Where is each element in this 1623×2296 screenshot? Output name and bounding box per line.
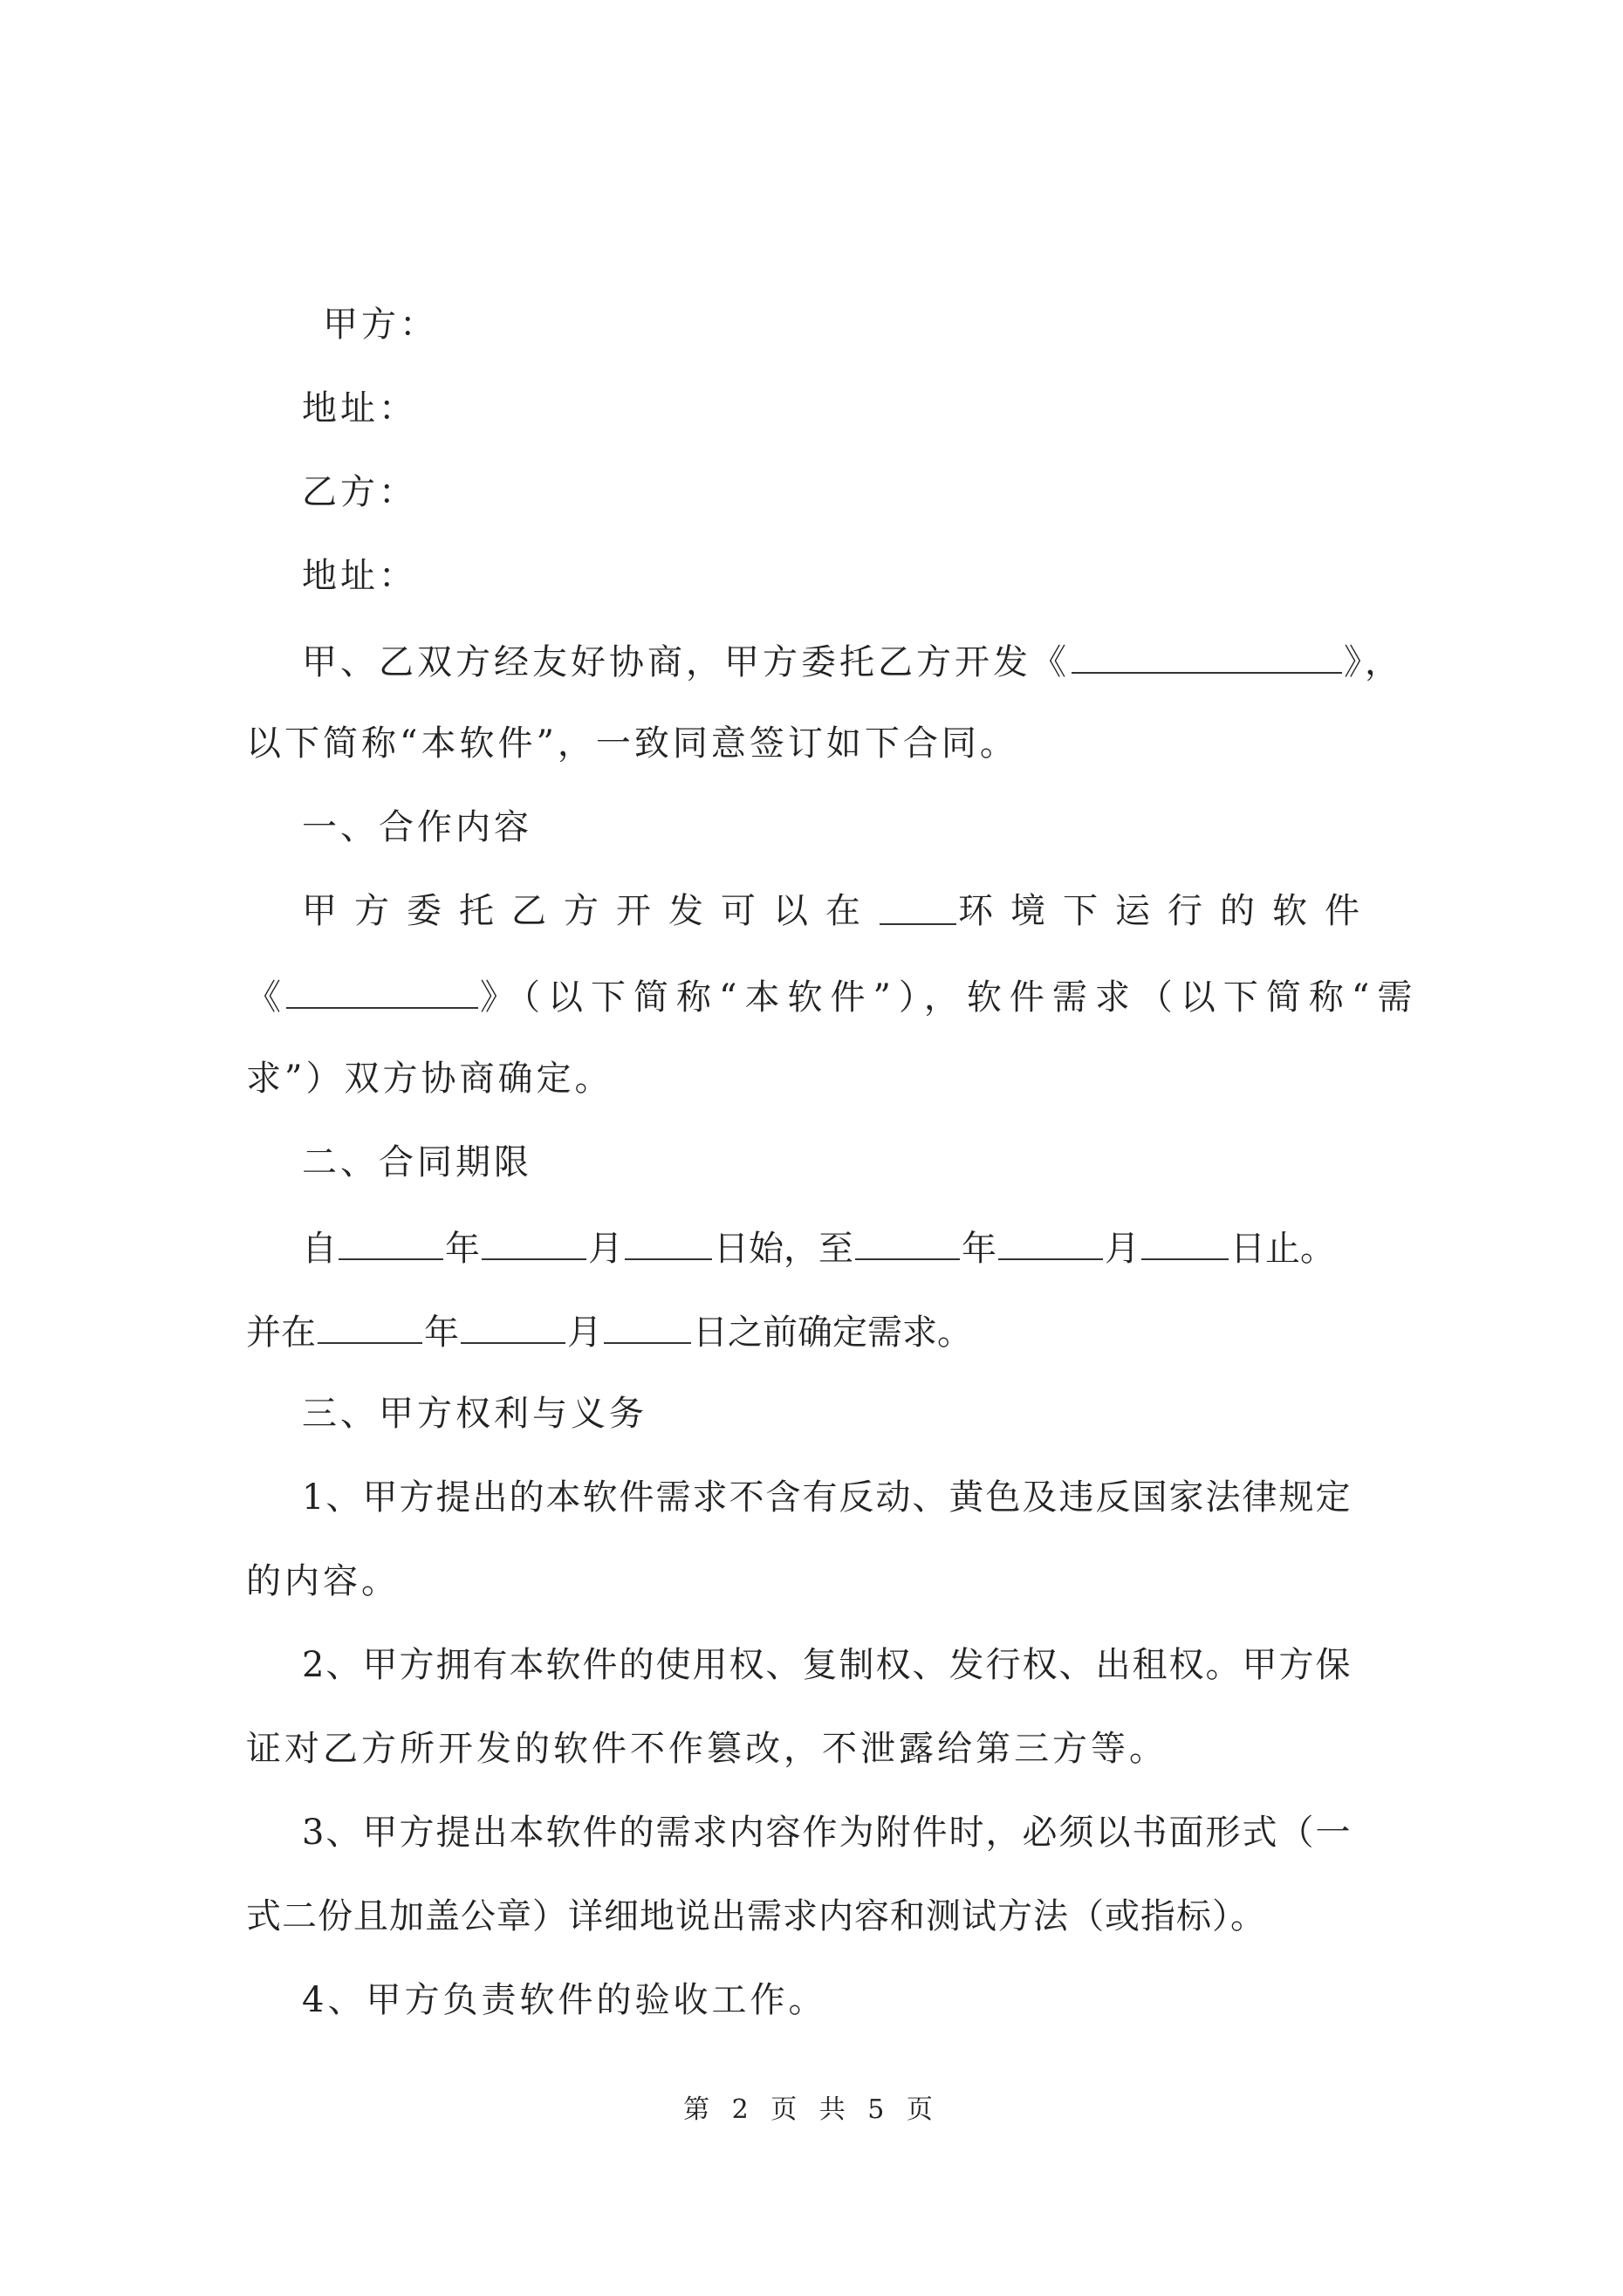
end-day-label: 日止。	[1230, 1229, 1335, 1269]
end-month-label: 月	[1105, 1229, 1140, 1269]
requirement-date-line	[246, 1307, 972, 1355]
section-1-text-b: 环境下运行的软件	[958, 891, 1377, 931]
section-1-open-quote: 《	[246, 977, 284, 1018]
party-b-label: 乙方：	[302, 472, 417, 512]
contract-period-line	[302, 1223, 1335, 1271]
section-2-heading: 二、合同期限	[302, 1142, 532, 1182]
party-a-address-label: 地址：	[302, 388, 417, 428]
page-footer: 第 2 页 共 5 页	[683, 2094, 940, 2125]
section-3-item-1-line-1: 1、甲方提出的本软件需求不含有反动、黄色及违反国家法律规定	[302, 1477, 1352, 1518]
section-1-line-1	[302, 888, 1377, 934]
confirm-day-blank[interactable]	[604, 1307, 691, 1344]
confirm-month-blank[interactable]	[461, 1307, 565, 1344]
section-1-text-a: 甲方委托乙方开发可以在	[302, 891, 878, 931]
start-day-blank[interactable]	[625, 1223, 712, 1260]
section-3-heading: 三、甲方权利与义务	[302, 1394, 647, 1434]
intro-text: 甲、乙双方经友好协商，甲方委托乙方开发《	[302, 642, 1070, 682]
confirm-month-label: 月	[567, 1312, 602, 1353]
confirm-suffix: 日之前确定需求。	[693, 1312, 972, 1353]
confirm-year-blank[interactable]	[318, 1307, 422, 1344]
section-3-item-3-line-2: 式二份且加盖公章）详细地说出需求内容和测试方法（或指标）。	[246, 1896, 1266, 1936]
end-month-blank[interactable]	[998, 1223, 1103, 1260]
environment-blank[interactable]	[880, 888, 956, 925]
intro-line-1	[302, 637, 1403, 685]
confirm-prefix: 并在	[246, 1312, 316, 1353]
section-1-line-2	[246, 972, 1420, 1020]
section-3-item-4: 4、甲方负责软件的验收工作。	[302, 1980, 827, 2020]
section-1-heading: 一、合作内容	[302, 807, 532, 847]
start-day-label: 日始，至	[714, 1229, 853, 1269]
start-month-label: 月	[588, 1229, 623, 1269]
software-title-blank[interactable]	[286, 972, 478, 1009]
section-3-item-2-line-2: 证对乙方所开发的软件不作篡改，不泄露给第三方等。	[246, 1729, 1168, 1769]
section-3-item-2-line-1: 2、甲方拥有本软件的使用权、复制权、发行权、出租权。甲方保	[302, 1645, 1352, 1685]
start-year-label: 年	[445, 1229, 480, 1269]
start-year-blank[interactable]	[339, 1223, 443, 1260]
section-3-item-3-line-1: 3、甲方提出本软件的需求内容作为附件时，必须以书面形式（一	[302, 1813, 1352, 1853]
period-from: 自	[302, 1229, 337, 1269]
end-day-blank[interactable]	[1141, 1223, 1229, 1260]
section-1-text-c: 》（以下简称“本软件”），软件需求（以下简称“需	[480, 977, 1421, 1018]
end-year-label: 年	[962, 1229, 996, 1269]
intro-line-2: 以下简称“本软件”，一致同意签订如下合同。	[246, 723, 1018, 764]
start-month-blank[interactable]	[482, 1223, 586, 1260]
end-year-blank[interactable]	[855, 1223, 960, 1260]
party-b-address-label: 地址：	[302, 556, 417, 596]
party-a-label: 甲方：	[323, 305, 438, 345]
confirm-year-label: 年	[424, 1312, 459, 1353]
section-1-line-3: 求”）双方协商确定。	[246, 1059, 613, 1099]
software-name-blank[interactable]	[1072, 637, 1342, 674]
section-3-item-1-line-2: 的内容。	[246, 1561, 400, 1601]
intro-line-1-end: 》，	[1344, 642, 1403, 682]
